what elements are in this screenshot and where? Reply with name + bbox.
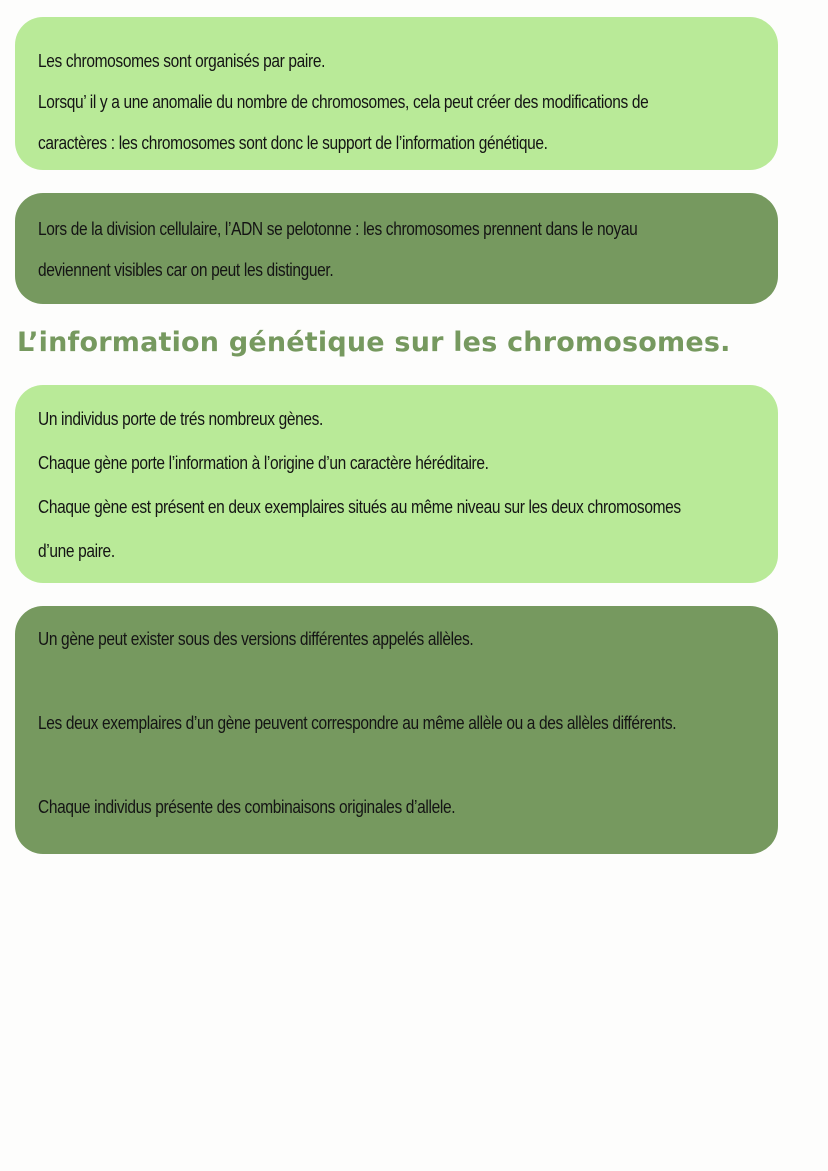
- card-text-line: Chaque gène est présent en deux exemplaires situés au même niveau sur les deux chromosomes: [38, 497, 681, 517]
- section-heading: L’information génétique sur les chromosomes.: [17, 327, 731, 358]
- line-spacer: [38, 744, 772, 786]
- card-text-line: Un gène peut exister sous des versions différentes appelés allèles.: [38, 629, 474, 649]
- genes-card: [15, 385, 778, 583]
- card-text-line: Lors de la division cellulaire, l’ADN se pelotonne : les chromosomes prennent dans le noyau: [38, 219, 638, 239]
- card-text-line: deviennent visibles car on peut les distinguer.: [38, 260, 334, 280]
- card-text-line: Les deux exemplaires d’un gène peuvent correspondre au même allèle ou a des allèles différents.: [38, 713, 677, 733]
- card-text-line: Lorsqu’ il y a une anomalie du nombre de chromosomes, cela peut créer des modifications de: [38, 92, 649, 112]
- card-text-line: Les chromosomes sont organisés par paire.: [38, 51, 326, 71]
- card-text-line: Chaque gène porte l’information à l’origine d’un caractère héréditaire.: [38, 453, 489, 473]
- alleles-card: [15, 606, 778, 854]
- line-spacer: [38, 660, 772, 702]
- cell-division-card: [15, 193, 778, 304]
- card-text-line: Un individus porte de trés nombreux gènes.: [38, 409, 324, 429]
- card-text-line: Chaque individus présente des combinaisons originales d’allele.: [38, 797, 456, 817]
- card-text-line: caractères : les chromosomes sont donc le support de l’information génétique.: [38, 133, 548, 153]
- chromosome-pairs-card: [15, 17, 778, 170]
- card-text-line: d’une paire.: [38, 541, 115, 561]
